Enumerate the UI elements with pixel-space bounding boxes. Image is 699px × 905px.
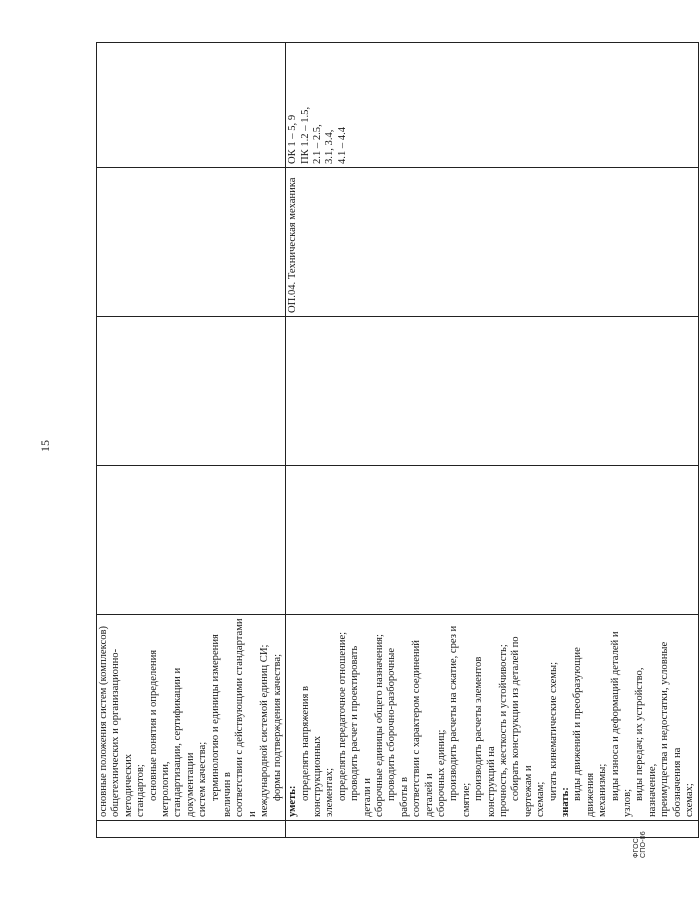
text-line: производить расчеты на сжатие, срез и смятие; <box>448 625 472 817</box>
znat-label: знать: <box>560 787 572 817</box>
table-cell-empty <box>97 466 286 615</box>
text-line: общетехнических и организационно-методических <box>110 648 134 817</box>
text-line: собирать конструкции из деталей по чертежам и <box>510 636 534 817</box>
page-number: 15 <box>38 440 52 452</box>
text-line: сборочных единиц; <box>435 729 447 817</box>
text-line: виды движений и преобразующие движения <box>572 647 596 817</box>
competency-line: ПК 1.2 – 1.5, <box>299 106 311 164</box>
discipline-name: ОП.04. Техническая механика <box>287 177 299 313</box>
table-cell-competencies <box>286 43 698 168</box>
text-line: основные положения систем (комплексов) <box>98 625 109 817</box>
table-cell-empty <box>97 168 286 317</box>
competency-line: 2.1 – 2.5, <box>311 124 323 164</box>
text-line: основные понятия и определения метрологии, <box>147 649 172 817</box>
text-line: формы подтверждения качества; <box>271 653 283 801</box>
text-line: систем качества; <box>197 741 209 817</box>
text-line: схемах; <box>684 783 696 817</box>
text-line: преимущества и недостатки, условные обозначения на <box>659 641 683 817</box>
text-line: механизмы; <box>597 763 609 817</box>
table-cell-index <box>286 821 698 838</box>
text-line: соответствии с действующими стандартами и <box>234 618 258 817</box>
text-line: стандартов; <box>135 764 147 817</box>
table-cell-index <box>97 821 286 838</box>
text-line: соответствии с характером соединений деталей и <box>411 640 435 817</box>
text-line: производить расчеты элементов конструкций на <box>473 656 497 817</box>
text-line: виды передач; их устройство, назначение, <box>634 667 658 817</box>
table-cell-requirements <box>97 615 286 821</box>
table-cell-empty <box>286 466 698 615</box>
requirements-table <box>96 42 699 838</box>
table-row <box>97 43 286 838</box>
table-cell-empty <box>286 317 698 466</box>
text-line: сборочные единицы общего назначения; <box>373 634 385 817</box>
table-cell-requirements <box>286 615 698 821</box>
text-line: элементах; <box>324 767 336 817</box>
text-line: определять передаточное отношение; <box>336 631 348 801</box>
text-line: прочность, жесткость и устойчивость; <box>498 644 509 817</box>
text-line: виды износа и деформаций деталей и узлов; <box>609 631 634 817</box>
text-line: проводить расчет и проектировать детали и <box>349 645 373 817</box>
table-cell-empty <box>97 317 286 466</box>
rotated-table <box>96 42 696 838</box>
competency-line: 4.1 – 4.4 <box>336 126 348 164</box>
table-cell-empty <box>97 43 286 168</box>
text-line: определять напряжения в конструкционных <box>299 686 323 817</box>
text-line: читать кинематические схемы; <box>547 661 559 801</box>
umet-label: уметь: <box>287 785 299 817</box>
competency-line: ОК 1 – 5, 9 <box>287 114 299 164</box>
text-line: проводить сборочно-разборочные работы в <box>386 647 410 817</box>
footer-standard: ФГОС СПО-06 <box>633 831 647 858</box>
table-cell-discipline <box>286 168 698 317</box>
competency-line: 3.1, 3.4, <box>324 129 336 164</box>
text-line: международной системой единиц СИ; <box>259 644 271 817</box>
table-row <box>286 43 698 838</box>
text-line: терминологию и единицы измерения величин в <box>209 634 234 817</box>
text-line: стандартизации, сертификации и документации <box>172 667 196 817</box>
text-line: схемам; <box>535 781 547 817</box>
